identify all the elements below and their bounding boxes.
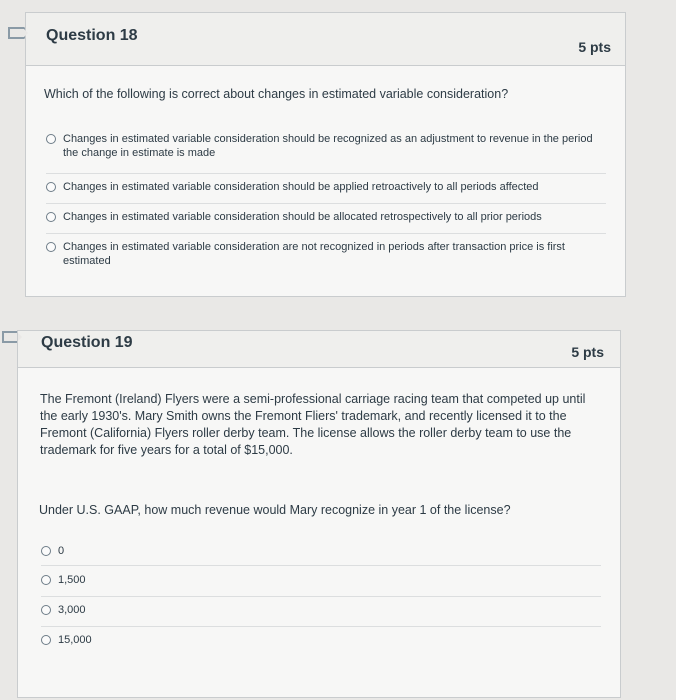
answer-option[interactable]	[41, 542, 601, 558]
radio-button[interactable]	[41, 546, 51, 556]
answer-label[interactable]: Changes in estimated variable consideration should be allocated retrospectively to all prior periods	[63, 211, 542, 223]
answer-option[interactable]	[41, 626, 601, 647]
radio-button[interactable]	[46, 182, 56, 192]
flag-question-19-icon[interactable]	[2, 331, 18, 343]
answer-option[interactable]	[46, 233, 606, 268]
answer-label[interactable]: 15,000	[58, 634, 92, 646]
radio-button[interactable]	[41, 635, 51, 645]
answer-option[interactable]	[41, 565, 601, 587]
question-18-card	[25, 12, 626, 297]
question-points: 5 pts	[578, 39, 611, 55]
answer-option[interactable]	[46, 173, 606, 194]
question-points: 5 pts	[571, 344, 604, 360]
question-header	[18, 331, 620, 368]
question-19-card	[17, 330, 621, 698]
radio-button[interactable]	[41, 575, 51, 585]
question-prompt: Which of the following is correct about changes in estimated variable consideration?	[44, 87, 509, 101]
radio-button[interactable]	[46, 134, 56, 144]
question-prompt: Under U.S. GAAP, how much revenue would Mary recognize in year 1 of the license?	[39, 503, 511, 517]
answer-label[interactable]: Changes in estimated variable consideration should be applied retroactively to all periods affected	[63, 181, 539, 193]
question-header	[26, 13, 625, 66]
answer-option[interactable]	[41, 596, 601, 617]
flag-question-18-icon[interactable]	[8, 27, 24, 39]
radio-button[interactable]	[41, 605, 51, 615]
radio-button[interactable]	[46, 212, 56, 222]
answer-label[interactable]: 0	[58, 545, 65, 557]
answer-label[interactable]: 1,500	[58, 574, 86, 586]
question-title: Question 18	[46, 27, 138, 44]
answer-label[interactable]: Changes in estimated variable consideration are not recognized in periods after transaction price is first estimated	[63, 241, 565, 267]
answer-option[interactable]	[46, 125, 606, 160]
answer-label[interactable]: Changes in estimated variable consideration should be recognized as an adjustment to revenue in the period the change in estimate is made	[63, 133, 593, 159]
answer-label[interactable]: 3,000	[58, 604, 86, 616]
answer-option[interactable]	[46, 203, 606, 224]
radio-button[interactable]	[46, 242, 56, 252]
question-scenario: The Fremont (Ireland) Flyers were a semi-professional carriage racing team that competed up until the early 1930's. Mary Smith owns the Fremont Fliers' trademark, and recently licensed it to the Fremont (California) Flyers roller derby team. The license allows the roller derby team to use the trademark for five years for a total of $15,000.	[40, 392, 586, 457]
question-title: Question 19	[41, 334, 133, 351]
